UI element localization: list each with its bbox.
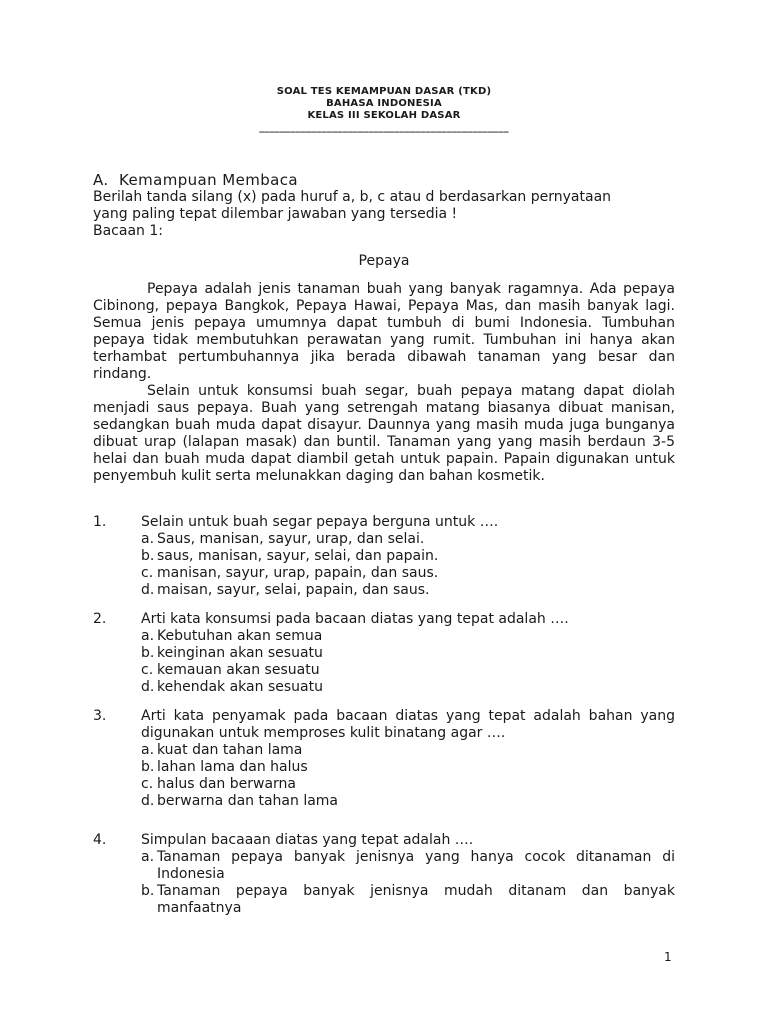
instructions [93, 189, 675, 240]
option-text: kehendak akan sesuatu [157, 679, 323, 695]
option-b[interactable] [141, 548, 675, 565]
story-body [93, 281, 675, 485]
option-text: manisan, sayur, urap, papain, dan saus. [157, 565, 439, 581]
section-title: Kemampuan Membaca [119, 171, 298, 189]
option-letter: a. [141, 849, 155, 865]
option-letter: d. [141, 793, 155, 809]
option-list [141, 849, 675, 917]
option-letter: b. [141, 645, 155, 661]
option-a[interactable] [141, 531, 675, 548]
option-letter: a. [141, 628, 155, 644]
section-number: A. [93, 171, 109, 189]
question-3 [93, 708, 675, 810]
question-number: 2. [93, 611, 107, 627]
question-2 [93, 611, 675, 696]
option-d[interactable] [141, 582, 675, 599]
option-text: maisan, sayur, selai, papain, dan saus. [157, 582, 430, 598]
reading-label: Bacaan 1: [93, 223, 163, 239]
story-paragraph-1: Pepaya adalah jenis tanaman buah yang banyak ragamnya. Ada pepaya Cibinong, pepaya Bangkok, Pepaya Hawai, Pepaya Mas, dan masih banyak lagi. Semua jenis pepaya umumnya dapat tumbuh di bumi Indonesia. Tumbuhan pepaya tidak membutuhkan perawatan yang rumit. Tumbuhan ini hanya akan terhambat pertumbuhannya jika berada dibawah tanaman yang besar dan rindang. [93, 281, 675, 382]
question-number: 4. [93, 832, 107, 848]
option-letter: b. [141, 548, 155, 564]
question-text: Arti kata penyamak pada bacaan diatas yang tepat adalah bahan yang digunakan untuk memproses kulit binatang agar …. [141, 708, 675, 741]
option-text: lahan lama dan halus [157, 759, 308, 775]
option-text: keinginan akan sesuatu [157, 645, 323, 661]
story-paragraph-2: Selain untuk konsumsi buah segar, buah pepaya matang dapat diolah menjadi saus pepaya. Buah yang setrengah matang biasanya dibuat manisan, sedangkan buah muda dapat disayur. Daunnya yang masih muda juga bunganya dibuat urap (lalapan masak) dan buntil. Tanaman yang yang masih berdaun 3-5 helai dan buah muda dapat diambil getah untuk papain. Papain digunakan untuk penyembuh kulit serta melunakkan daging dan bahan kosmetik. [93, 383, 675, 484]
option-a[interactable] [141, 742, 675, 759]
option-c[interactable] [141, 776, 675, 793]
option-text: kemauan akan sesuatu [157, 662, 320, 678]
option-letter: c. [141, 662, 154, 678]
option-letter: c. [141, 776, 154, 792]
option-b[interactable] [141, 883, 675, 917]
question-number: 1. [93, 514, 107, 530]
option-b[interactable] [141, 645, 675, 662]
option-b[interactable] [141, 759, 675, 776]
question-number: 3. [93, 708, 107, 724]
option-letter: d. [141, 679, 155, 695]
section-heading [93, 171, 298, 189]
option-d[interactable] [141, 679, 675, 696]
option-letter: a. [141, 742, 155, 758]
option-c[interactable] [141, 565, 675, 582]
header-class: KELAS III SEKOLAH DASAR [307, 110, 461, 121]
option-text: kuat dan tahan lama [157, 742, 303, 758]
option-a[interactable] [141, 849, 675, 883]
question-4 [93, 832, 675, 917]
instruction-line-1: Berilah tanda silang (x) pada huruf a, b, c atau d berdasarkan pernyataan [93, 189, 612, 205]
question-1 [93, 514, 675, 599]
header-title: SOAL TES KEMAMPUAN DASAR (TKD) [276, 86, 492, 97]
header-rule: ________________________________________________ [259, 122, 509, 133]
story-title: Pepaya [358, 253, 410, 269]
option-a[interactable] [141, 628, 675, 645]
option-letter: d. [141, 582, 155, 598]
option-letter: a. [141, 531, 155, 547]
option-text: berwarna dan tahan lama [157, 793, 339, 809]
header-subject: BAHASA INDONESIA [326, 98, 442, 109]
option-text: Kebutuhan akan semua [157, 628, 323, 644]
option-text: Tanaman pepaya banyak jenisnya mudah ditanam dan banyak manfaatnya [157, 883, 675, 916]
instruction-line-2: yang paling tepat dilembar jawaban yang tersedia ! [93, 206, 458, 222]
option-text: saus, manisan, sayur, selai, dan papain. [157, 548, 439, 564]
option-text: Tanaman pepaya banyak jenisnya yang hanya cocok ditanaman di Indonesia [157, 849, 675, 882]
question-text: Arti kata konsumsi pada bacaan diatas yang tepat adalah …. [141, 611, 569, 627]
option-text: Saus, manisan, sayur, urap, dan selai. [157, 531, 425, 547]
option-c[interactable] [141, 662, 675, 679]
option-list [141, 628, 675, 696]
page-number: 1 [664, 950, 672, 964]
option-d[interactable] [141, 793, 675, 810]
option-text: halus dan berwarna [157, 776, 296, 792]
option-list [141, 531, 675, 599]
question-text: Selain untuk buah segar pepaya berguna untuk …. [141, 514, 499, 530]
option-list [141, 742, 675, 810]
option-letter: b. [141, 883, 155, 899]
option-letter: b. [141, 759, 155, 775]
option-letter: c. [141, 565, 154, 581]
document-header [0, 86, 768, 134]
question-text: Simpulan bacaaan diatas yang tepat adalah …. [141, 832, 474, 848]
